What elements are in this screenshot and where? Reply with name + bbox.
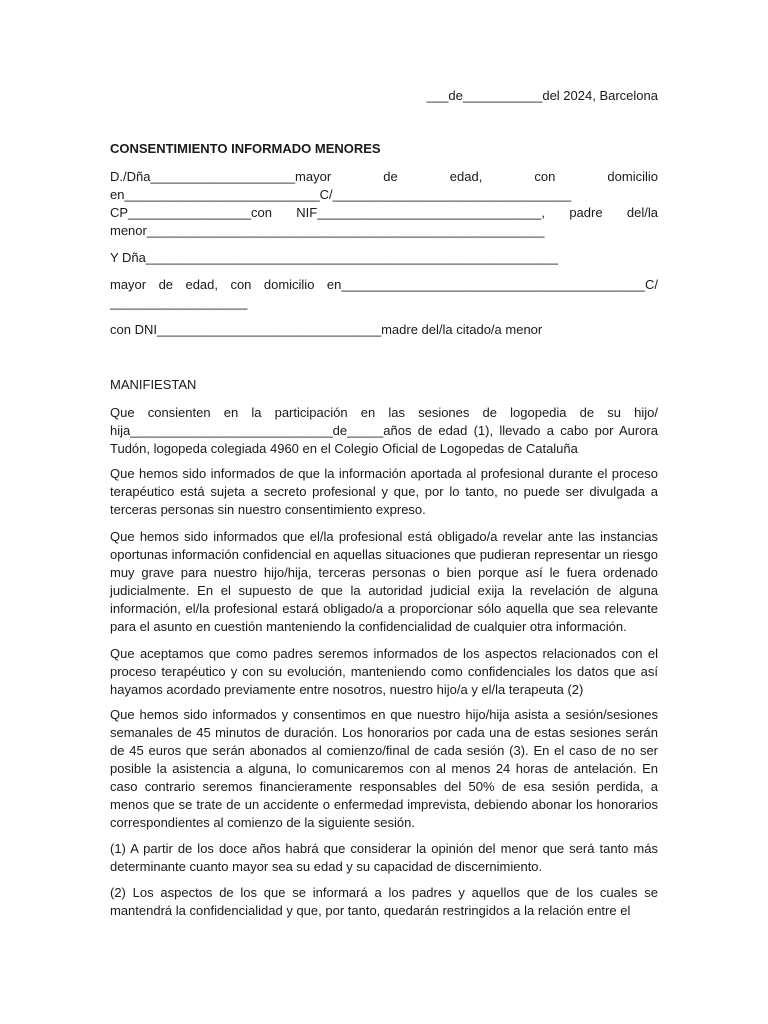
mother-address-line-2: ___________________ <box>110 295 248 310</box>
section-heading: MANIFIESTAN <box>110 377 197 392</box>
document-title: CONSENTIMIENTO INFORMADO MENORES <box>110 141 381 156</box>
father-line-4: menor_______________________________________________________ <box>110 223 545 238</box>
date-line: ___de___________del 2024, Barcelona <box>426 88 658 103</box>
document-page <box>110 0 658 1024</box>
mother-address-line-1: mayor de edad, con domicilio en__________________________________________C/ <box>110 277 658 292</box>
father-line-1: D./Dña____________________mayor de edad, con domicilio <box>110 169 658 184</box>
father-line-2: en___________________________C/_________________________________ <box>110 187 572 202</box>
father-line-3: CP_________________con NIF_______________________________, padre del/la <box>110 205 658 220</box>
paragraph-sessions-fees: Que hemos sido informados y consentimos en que nuestro hijo/hija asista a sesión/sesiones semanales de 45 minutos de duración. Los honorarios por cada una de estas sesiones serán de 45 euros que serán abonados al comienzo/final de cada sesión (3). En el caso de no ser posible la asistencia a alguna, lo comunicaremos con al menos 24 horas de antelación. En caso contrario seremos financieramente responsables del 50% de esa sesión perdida, a menos que se trate de un accidente o enfermedad imprevista, debiendo abonar los honorarios correspondientes al comienzo de la siguiente sesión. <box>110 707 658 830</box>
paragraph-parents-informed: Que aceptamos que como padres seremos informados de los aspectos relacionados con el proceso terapéutico y con su evolución, manteniendo como confidenciales los datos que así hayamos acordado previamente entre nosotros, nuestro hijo/a y el/la terapeuta (2) <box>110 646 658 697</box>
footnote-2: (2) Los aspectos de los que se informará a los padres y aquellos que de los cuales se mantendrá la confidencialidad y que, por tanto, quedarán restringidos a la relación entre el <box>110 885 658 918</box>
paragraph-consent: Que consienten en la participación en las sesiones de logopedia de su hijo/ hija____________________________de_____años de edad (1), llevado a cabo por Aurora Tudón, logopeda colegiada 4960 en el Colegio Oficial de Logopedas de Cataluña <box>110 405 658 456</box>
paragraph-disclosure: Que hemos sido informados que el/la profesional está obligado/a revelar ante las instancias oportunas información confidencial en aquellas situaciones que pudieran representar un riesgo muy grave para nuestro hijo/hija, terceras personas o bien porque así le fuera ordenado judicialmente. En el supuesto de que la autoridad judicial exija la revelación de alguna información, el/la profesional estará obligado/a a proporcionar sólo aquella que sea relevante para el asunto en cuestión manteniendo la confidencialidad de cualquier otra información. <box>110 529 658 634</box>
mother-name-line: Y Dña_________________________________________________________ <box>110 250 559 265</box>
paragraph-secrecy: Que hemos sido informados de que la información aportada al profesional durante el proceso terapéutico está sujeta a secreto profesional y que, por lo tanto, no puede ser divulgada a terceras personas sin nuestro consentimiento expreso. <box>110 466 658 517</box>
mother-dni-line: con DNI_______________________________madre del/la citado/a menor <box>110 322 543 337</box>
footnote-1: (1) A partir de los doce años habrá que considerar la opinión del menor que será tanto más determinante cuanto mayor sea su edad y su capacidad de discernimiento. <box>110 841 658 874</box>
